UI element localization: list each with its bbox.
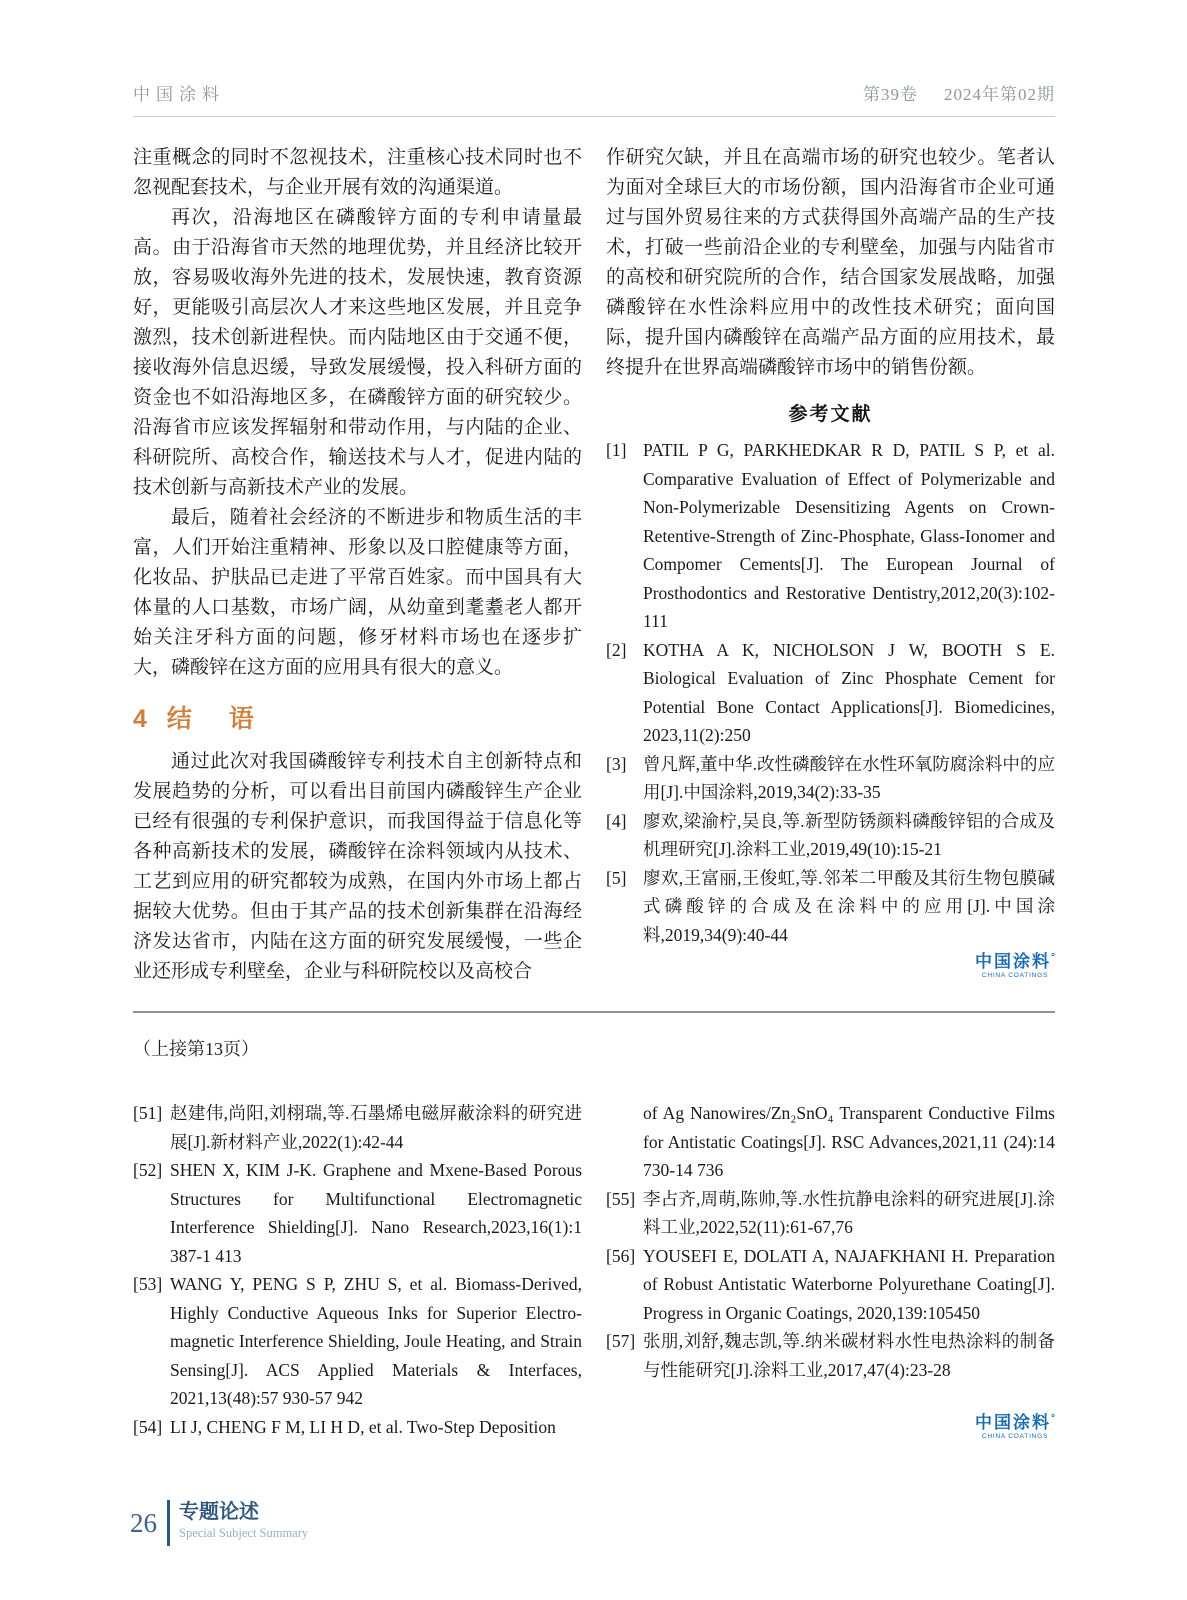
reference-text: SHEN X, KIM J-K. Graphene and Mxene-Based Porous Structures for Multifunctional Electromagnetic Interference Shielding[J]. Nano Research,2023,16(1):1 387-1 413 xyxy=(170,1160,582,1266)
reference-text: PATIL P G, PARKHEDKAR R D, PATIL S P, et al. Comparative Evaluation of Effect of Polymerizable and Non-Polymerizable Desensitizing Agents on Crown-Retentive-Strength of Zinc-Phosphate, Glass-Ionomer and Compomer Cements[J]. The European Journal of Prosthodontics and Restorative Dentistry,2012,20(3):102-111 xyxy=(643,440,1055,631)
reference-label: [2] xyxy=(606,639,627,660)
reference-label: [53] xyxy=(133,1274,163,1294)
page-number: 26 xyxy=(130,1508,157,1538)
reference-text: LI J, CHENG F M, LI H D, et al. Two-Step Deposition xyxy=(170,1416,556,1437)
reference-text: 赵建伟,尚阳,刘栩瑞,等.石墨烯电磁屏蔽涂料的研究进展[J].新材料产业,2022(1):42-44 xyxy=(170,1103,582,1152)
reference-text: WANG Y, PENG S P, ZHU S, et al. Biomass-Derived, Highly Conductive Aqueous Inks for Superior Electro-magnetic Interference Shielding, Joule Heating, and Strain Sensing[J]. ACS Applied Materials & Interfaces, 2021,13(48):57 930-57 942 xyxy=(170,1274,582,1408)
right-column xyxy=(606,1099,1055,1443)
reference-label: [57] xyxy=(606,1331,636,1351)
reference-item xyxy=(133,1270,582,1413)
continued-references xyxy=(133,1099,1055,1443)
reference-label: [4] xyxy=(606,810,627,831)
logo-trademark-icon: ° xyxy=(1051,952,1055,963)
reference-item xyxy=(606,636,1055,750)
reference-item xyxy=(606,750,1055,807)
reference-text: YOUSEFI E, DOLATI A, NAJAFKHANI H. Preparation of Robust Antistatic Waterborne Polyurethane Coating[J]. Progress in Organic Coatings, 2020,139:105450 xyxy=(643,1245,1055,1323)
reference-text: 曾凡辉,董中华.改性磷酸锌在水性环氧防腐涂料中的应用[J].中国涂料,2019,34(2):33-35 xyxy=(643,753,1055,802)
reference-item xyxy=(133,1156,582,1270)
reference-item xyxy=(606,1185,1055,1242)
section-divider xyxy=(133,1011,1055,1013)
reference-label: [5] xyxy=(606,867,627,888)
reference-item xyxy=(606,807,1055,864)
reference-item xyxy=(606,1242,1055,1328)
paragraph: 注重概念的同时不忽视技术，注重核心技术同时也不忽视配套技术，与企业开展有效的沟通渠道。 xyxy=(133,147,582,198)
section-title: 结 语 xyxy=(166,705,260,733)
reference-text: 张朋,刘舒,魏志凯,等.纳米碳材料水性电热涂料的制备与性能研究[J].涂料工业,2017,47(4):23-28 xyxy=(643,1331,1055,1380)
reference-text: 廖欢,王富丽,王俊虹,等.邻苯二甲酸及其衍生物包膜碱式磷酸锌的合成及在涂料中的应用[J].中国涂料,2019,34(9):40-44 xyxy=(643,867,1055,945)
reference-text: KOTHA A K, NICHOLSON J W, BOOTH S E. Biological Evaluation of Zinc Phosphate Cement for Potential Bone Contact Applications[J]. Biomedicines, 2023,11(2):250 xyxy=(643,639,1055,745)
issue-info xyxy=(863,80,1055,105)
china-coatings-logo xyxy=(975,1414,1055,1441)
reference-label: [1] xyxy=(606,440,627,460)
issue-label: 2024年第02期 xyxy=(944,85,1055,104)
reference-item xyxy=(133,1413,582,1442)
logo-chinese-text: 中国涂料° xyxy=(975,1413,1055,1432)
section-heading-conclusion xyxy=(133,699,582,735)
reference-item xyxy=(606,1327,1055,1384)
reference-label: [3] xyxy=(606,753,627,774)
references-heading: 参考文献 xyxy=(788,404,873,425)
logo-chinese-text: 中国涂料° xyxy=(975,952,1055,971)
volume-label: 第39卷 xyxy=(863,85,918,104)
paragraph: 作研究欠缺，并且在高端市场的研究也较少。笔者认为面对全球巨大的市场份额，国内沿海省市企业可通过与国外贸易往来的方式获得国外高端产品的生产技术，打破一些前沿企业的专利壁垒，加强与内陆省市的高校和研究院所的合作，结合国家发展战略，加强磷酸锌在水性涂料应用中的改性技术研究；面向国际，提升国内磷酸锌在高端产品方面的应用技术，最终提升在世界高端磷酸锌市场中的销售份额。 xyxy=(606,147,1055,378)
continued-from-note: （上接第13页） xyxy=(133,1039,259,1059)
logo-container xyxy=(606,953,1055,982)
china-coatings-logo xyxy=(975,953,1055,980)
left-column xyxy=(133,1099,582,1443)
section-number: 4 xyxy=(133,705,147,733)
reference-label: [56] xyxy=(606,1245,636,1266)
reference-label: [51] xyxy=(133,1103,163,1123)
reference-continuation xyxy=(606,1099,1055,1185)
footer-section-block xyxy=(170,1500,308,1546)
logo-trademark-icon: ° xyxy=(1051,1413,1055,1424)
reference-item xyxy=(606,864,1055,950)
reference-label xyxy=(606,1099,643,1185)
left-column xyxy=(133,143,582,1011)
reference-item xyxy=(133,1099,582,1156)
page-footer xyxy=(130,1500,308,1546)
right-column xyxy=(606,143,1055,1011)
reference-label: [55] xyxy=(606,1188,636,1209)
page-header xyxy=(133,0,1055,117)
footer-section-title: 专题论述 xyxy=(179,1501,259,1523)
reference-text: of Ag Nanowires/Zn₂SnO₄ Transparent Conductive Films for Antistatic Coatings[J]. RSC Advances,2021,11 (24):14 730-14 736 xyxy=(643,1103,1055,1180)
logo-english-text: CHINA COATINGS xyxy=(981,972,1049,979)
footer-section-subtitle: Special Subject Summary xyxy=(179,1526,309,1540)
reference-item xyxy=(606,436,1055,636)
article-body xyxy=(133,143,1055,1011)
paragraph: 最后，随着社会经济的不断进步和物质生活的丰富，人们开始注重精神、形象以及口腔健康等方面，化妆品、护肤品已走进了平常百姓家。而中国具有大体量的人口基数，市场广阔，从幼童到耄耋老人都开始关注牙科方面的问题，修牙材料市场也在逐步扩大，磷酸锌在这方面的应用具有很大的意义。 xyxy=(133,507,582,678)
paragraph: 通过此次对我国磷酸锌专利技术自主创新特点和发展趋势的分析，可以看出目前国内磷酸锌生产企业已经有很强的专利保护意识，而我国得益于信息化等各种高新技术的发展，磷酸锌在涂料领域内从技术、工艺到应用的研究都较为成熟，在国内外市场上都占据较大优势。但由于其产品的技术创新集群在沿海经济发达省市，内陆在这方面的研究发展缓慢，一些企业还形成专利壁垒，企业与科研院校以及高校合 xyxy=(133,751,582,982)
reference-label: [54] xyxy=(133,1416,163,1437)
paragraph: 再次，沿海地区在磷酸锌方面的专利申请量最高。由于沿海省市天然的地理优势，并且经济比较开放，容易吸收海外先进的技术，发展快速，教育资源好，更能吸引高层次人才来这些地区发展，并且竞争激烈，技术创新进程快。而内陆地区由于交通不便，接收海外信息迟缓，导致发展缓慢，投入科研方面的资金也不如沿海地区多，在磷酸锌方面的研究较少。沿海省市应该发挥辐射和带动作用，与内陆的企业、科研院所、高校合作，输送技术与人才，促进内陆的技术创新与高新技术产业的发展。 xyxy=(133,207,582,498)
logo-english-text: CHINA COATINGS xyxy=(981,1433,1049,1440)
reference-text: 廖欢,梁渝柠,吴良,等.新型防锈颜料磷酸锌铝的合成及机理研究[J].涂料工业,2019,49(10):15-21 xyxy=(643,810,1055,859)
reference-label: [52] xyxy=(133,1160,163,1180)
journal-title: 中国涂料 xyxy=(133,85,225,104)
logo-container xyxy=(606,1414,1055,1443)
reference-text: 李占齐,周萌,陈帅,等.水性抗静电涂料的研究进展[J].涂料工业,2022,52(11):61-67,76 xyxy=(643,1188,1055,1237)
